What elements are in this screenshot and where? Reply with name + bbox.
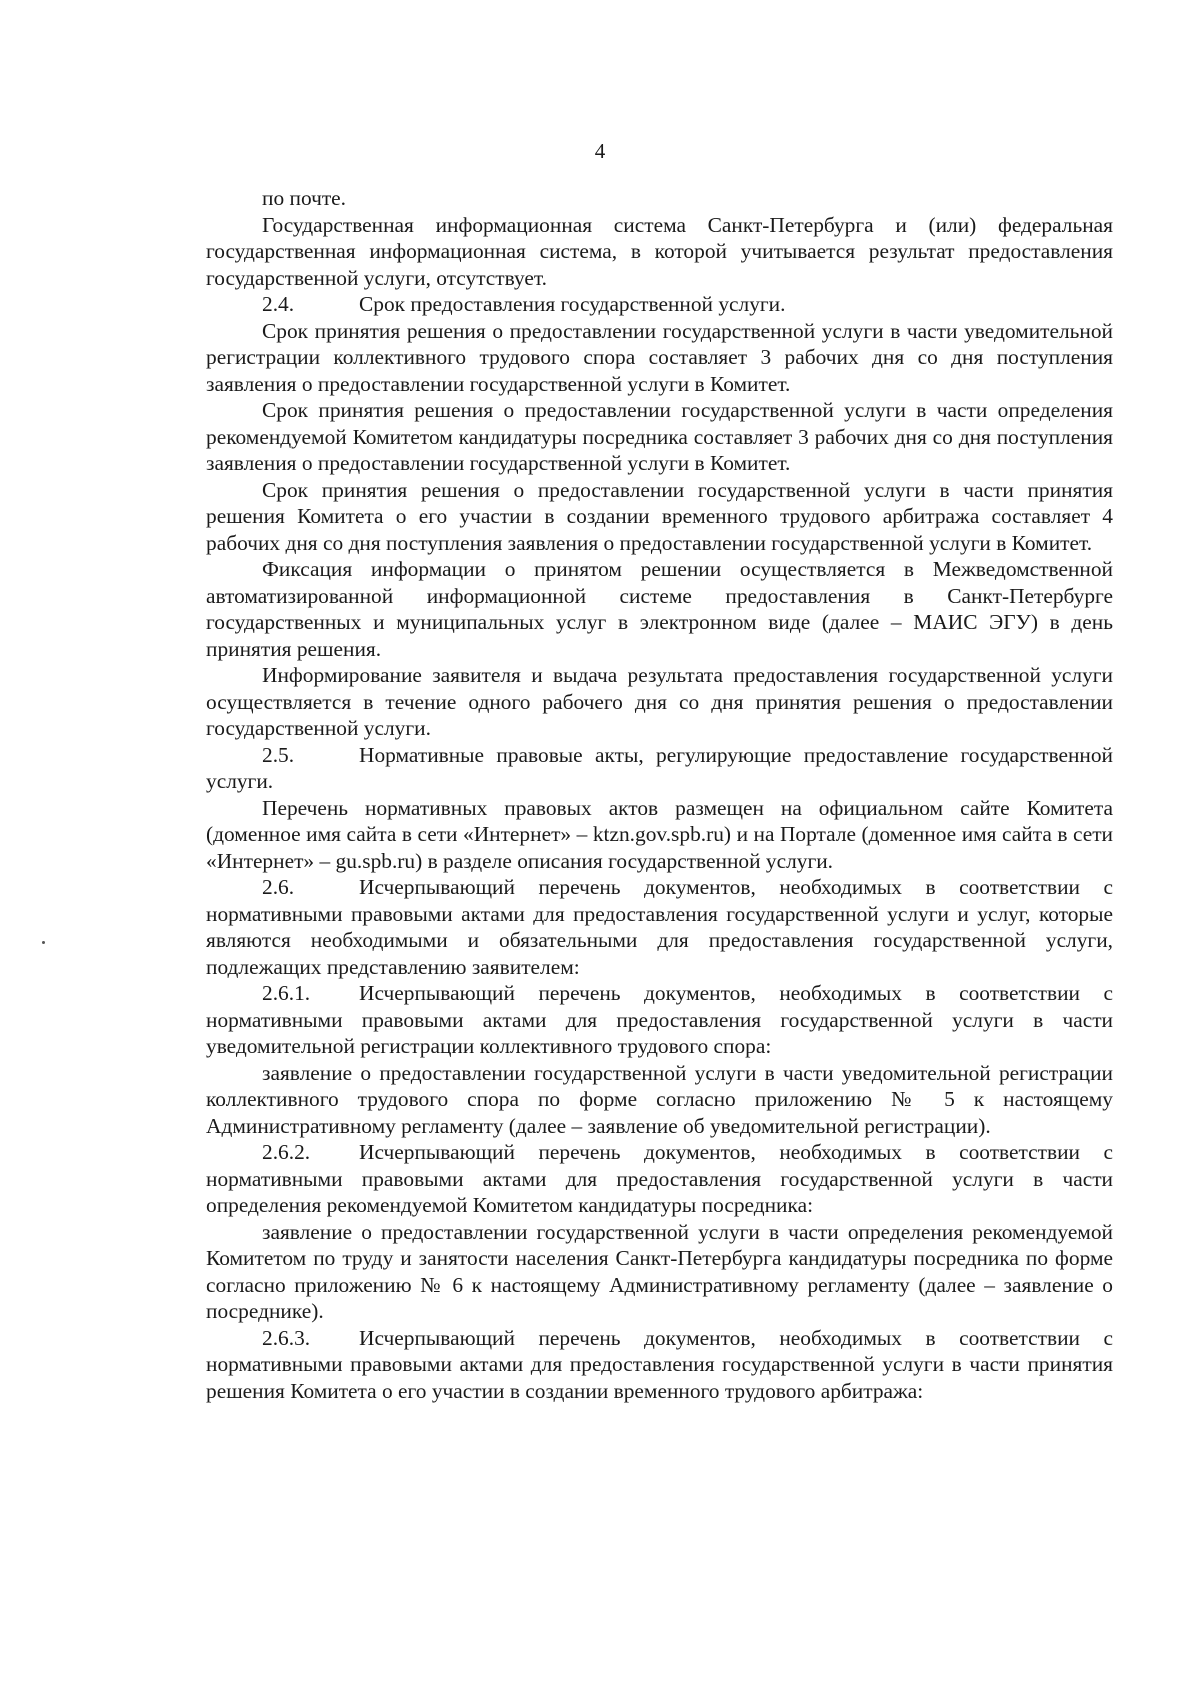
section-2-6 [206, 874, 1113, 980]
paragraph-legal-acts-list: Перечень нормативных правовых актов размещен на официальном сайте Комитета (доменное имя сайта в сети «Интернет» – ktzn.gov.spb.ru) и на Портале (доменное имя сайта в сети «Интернет» – gu.spb.ru) в разделе описания государственной услуги. [206, 795, 1113, 873]
section-heading: Нормативные правовые акты, регулирующие предоставление государственной услуги. [206, 742, 1113, 793]
section-heading: Исчерпывающий перечень документов, необходимых в соответствии с нормативными правовыми актами для предоставления государственной услуги в части уведомительной регистрации коллективного трудового спора: [206, 981, 1113, 1058]
section-heading: Исчерпывающий перечень документов, необходимых в соответствии с нормативными правовыми актами для предоставления государственной услуги в части принятия решения Комитета о его участии в создании временного трудового арбитража: [206, 1325, 1113, 1403]
section-2-6-3 [206, 1325, 1113, 1405]
section-heading: Исчерпывающий перечень документов, необходимых в соответствии с нормативными правовыми актами для предоставления государственной услуги в части определения рекомендуемой Комитетом кандидатуры посредника: [206, 1140, 1113, 1217]
paragraph-term-registration: Срок принятия решения о предоставлении государственной услуги в части уведомительной регистрации коллективного трудового спора составляет 3 рабочих дня со дня поступления заявления о предоставлении государственной услуги в Комитет. [206, 318, 1113, 396]
paragraph-application-mediator: заявление о предоставлении государственной услуги в части определения рекомендуемой Комитетом по труду и занятости населения Санкт-Петербурга кандидатуры посредника по форме согласно приложению № 6 к настоящему Административному регламенту (далее – заявление о посреднике). [206, 1219, 1113, 1323]
section-2-6-1 [206, 980, 1113, 1060]
paragraph-term-mediator: Срок принятия решения о предоставлении государственной услуги в части определения рекомендуемой Комитетом кандидатуры посредника составляет 3 рабочих дня со дня поступления заявления о предоставлении государственной услуги в Комитет. [206, 398, 1113, 475]
document-body [206, 185, 1113, 1404]
paragraph-term-arbitration: Срок принятия решения о предоставлении государственной услуги в части принятия решения Комитета о его участии в создании временного трудового арбитража составляет 4 рабочих дня со дня поступления заявления о предоставлении государственной услуги в Комитет. [206, 477, 1113, 555]
section-heading: Срок предоставления государственной услуги. [359, 292, 786, 316]
paragraph-information-system: Государственная информационная система Санкт-Петербурга и (или) федеральная государственная информационная система, в которой учитывается результат предоставления государственной услуги, отсутствует. [206, 212, 1113, 290]
paragraph-by-mail: по почте. [262, 186, 347, 210]
section-heading: Исчерпывающий перечень документов, необходимых в соответствии с нормативными правовыми актами для предоставления государственной услуги и услуг, которые являются необходимыми и обязательными для предоставления государственной услуги, подлежащих представлению заявителем: [206, 875, 1113, 979]
section-2-6-2 [206, 1139, 1113, 1219]
paragraph-informing: Информирование заявителя и выдача результата предоставления государственной услуги осуществляется в течение одного рабочего дня со дня принятия решения о предоставлении государственной услуги. [206, 663, 1113, 740]
scan-speck [42, 941, 45, 944]
section-2-4 [206, 291, 1113, 318]
section-number: 2.5. [262, 742, 295, 767]
paragraph-fixation: Фиксация информации о принятом решении осуществляется в Межведомственной автоматизированной информационной системе предоставления в Санкт-Петербурге государственных и муниципальных услуг в электронном виде (далее – МАИС ЭГУ) в день принятия решения. [206, 557, 1113, 661]
section-number: 2.6.3. [262, 1325, 311, 1350]
section-number: 2.6.2. [262, 1140, 311, 1164]
page-number: 4 [594, 139, 606, 163]
section-number: 2.6. [262, 875, 295, 899]
section-2-5 [206, 742, 1113, 795]
section-number: 2.6.1. [262, 981, 311, 1005]
section-number: 2.4. [262, 292, 295, 316]
paragraph-application-registration: заявление о предоставлении государственной услуги в части уведомительной регистрации коллективного трудового спора по форме согласно приложению № 5 к настоящему Административному регламенту (далее – заявление об уведомительной регистрации). [206, 1060, 1113, 1138]
